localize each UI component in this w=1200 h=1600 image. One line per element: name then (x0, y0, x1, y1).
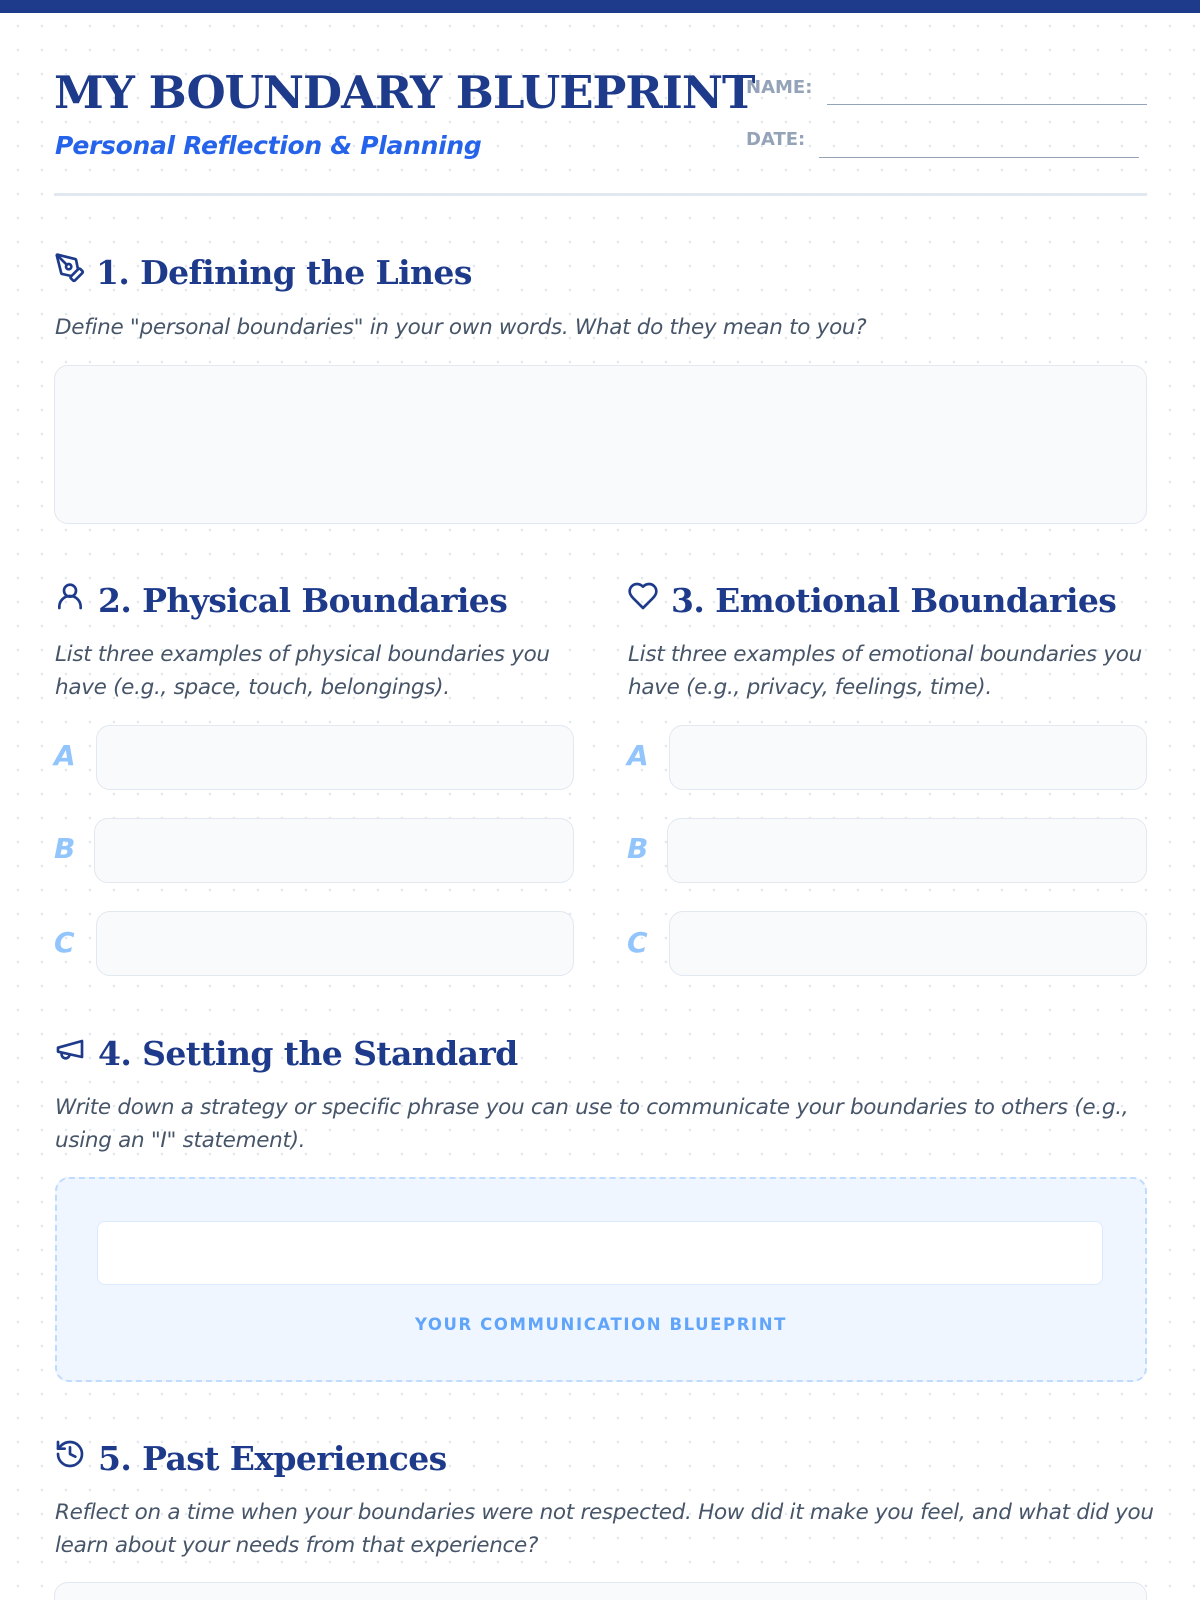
physical-row-a-input[interactable] (96, 725, 574, 790)
section-1-answer-box[interactable] (54, 365, 1147, 524)
communication-blueprint-input[interactable] (97, 1221, 1103, 1285)
header-divider (54, 193, 1147, 196)
section-2-prompt: List three examples of physical boundaries you have (e.g., space, touch, belongings). (55, 642, 550, 700)
section-4-title: 4. Setting the Standard (98, 1033, 518, 1073)
section-3-title: 3. Emotional Boundaries (671, 580, 1117, 620)
date-label: DATE: (746, 129, 806, 150)
history-icon (54, 1438, 98, 1478)
emotional-row-b-input[interactable] (667, 818, 1147, 883)
section-2-title: 2. Physical Boundaries (98, 580, 508, 620)
section-4-heading (54, 1033, 518, 1073)
section-2-heading (54, 580, 507, 620)
megaphone-icon (54, 1033, 98, 1073)
emotional-row-a-input[interactable] (669, 725, 1147, 790)
section-1-prompt: Define "personal boundaries" in your own words. What do they mean to you? (55, 315, 867, 340)
emotional-row-a-letter: A (627, 739, 649, 772)
physical-row-b-letter: B (54, 832, 76, 865)
person-icon (54, 580, 98, 620)
physical-row-c-input[interactable] (96, 911, 574, 976)
section-4-prompt: Write down a strategy or specific phrase you can use to communicate your boundaries to others (e.g., using an "I" statement). (55, 1095, 1129, 1153)
communication-blueprint-panel (55, 1177, 1147, 1382)
section-5-answer-box[interactable] (54, 1582, 1147, 1600)
emotional-row-c-letter: C (627, 926, 648, 959)
physical-row-c-letter: C (54, 926, 75, 959)
section-5-prompt: Reflect on a time when your boundaries were not respected. How did it make you feel, and what did you learn about your needs from that experience? (55, 1500, 1154, 1558)
physical-row-b-input[interactable] (94, 818, 574, 883)
page-subtitle: Personal Reflection & Planning (55, 131, 482, 160)
name-label: NAME: (746, 77, 813, 98)
section-1-heading (54, 252, 472, 292)
pen-nib-icon (54, 252, 96, 292)
section-3-heading (627, 580, 1116, 620)
physical-row-a-letter: A (54, 739, 76, 772)
name-field-line[interactable] (827, 104, 1147, 105)
top-accent-bar (0, 0, 1200, 13)
section-3-prompt: List three examples of emotional boundaries you have (e.g., privacy, feelings, time). (628, 642, 1142, 700)
emotional-row-b-letter: B (627, 832, 649, 865)
page-title: MY BOUNDARY BLUEPRINT (54, 66, 755, 119)
date-field-line[interactable] (819, 157, 1139, 158)
communication-blueprint-caption: YOUR COMMUNICATION BLUEPRINT (414, 1315, 788, 1334)
section-5-title: 5. Past Experiences (98, 1438, 447, 1478)
section-5-heading (54, 1438, 447, 1478)
emotional-row-c-input[interactable] (669, 911, 1147, 976)
section-1-title: 1. Defining the Lines (96, 252, 472, 292)
heart-icon (627, 580, 671, 620)
